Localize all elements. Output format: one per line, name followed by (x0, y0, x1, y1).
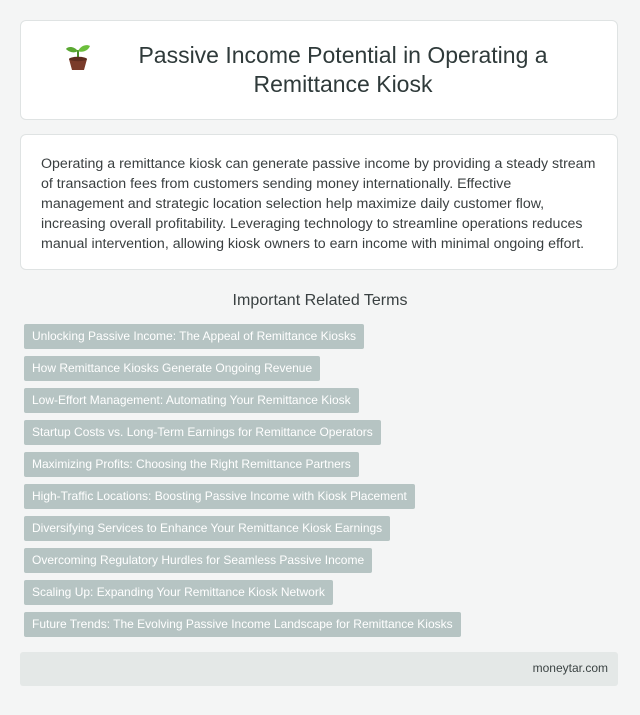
related-term-tag[interactable]: How Remittance Kiosks Generate Ongoing Revenue (24, 356, 320, 381)
related-term-tag[interactable]: Future Trends: The Evolving Passive Income Landscape for Remittance Kiosks (24, 612, 461, 637)
sprout-icon (65, 43, 91, 71)
footer (20, 652, 618, 686)
intro-card (20, 134, 618, 270)
related-term-tag[interactable]: Maximizing Profits: Choosing the Right Remittance Partners (24, 452, 359, 477)
page-title: Passive Income Potential in Operating a Remittance Kiosk (138, 42, 548, 97)
intro-paragraph: Operating a remittance kiosk can generate passive income by providing a steady stream of transaction fees from customers sending money internationally. Effective management and strategic location selection help maximize daily customer flow, increasing overall profitability. Leveraging technology to streamline operations reduces manual intervention, allowing kiosk owners to earn income with minimal ongoing effort. (41, 156, 596, 252)
title-card (20, 20, 618, 120)
related-term-tag[interactable]: Low-Effort Management: Automating Your Remittance Kiosk (24, 388, 359, 413)
related-terms-heading: Important Related Terms (232, 292, 408, 309)
related-term-tag[interactable]: High-Traffic Locations: Boosting Passive Income with Kiosk Placement (24, 484, 415, 509)
title-wrap (65, 41, 573, 99)
related-term-tag[interactable]: Startup Costs vs. Long-Term Earnings for Remittance Operators (24, 420, 381, 445)
related-terms-list (24, 324, 624, 644)
related-term-tag[interactable]: Unlocking Passive Income: The Appeal of Remittance Kiosks (24, 324, 364, 349)
footer-site-link[interactable]: moneytar.com (532, 661, 608, 675)
related-term-tag[interactable]: Overcoming Regulatory Hurdles for Seamless Passive Income (24, 548, 372, 573)
related-term-tag[interactable]: Diversifying Services to Enhance Your Remittance Kiosk Earnings (24, 516, 390, 541)
related-term-tag[interactable]: Scaling Up: Expanding Your Remittance Kiosk Network (24, 580, 333, 605)
